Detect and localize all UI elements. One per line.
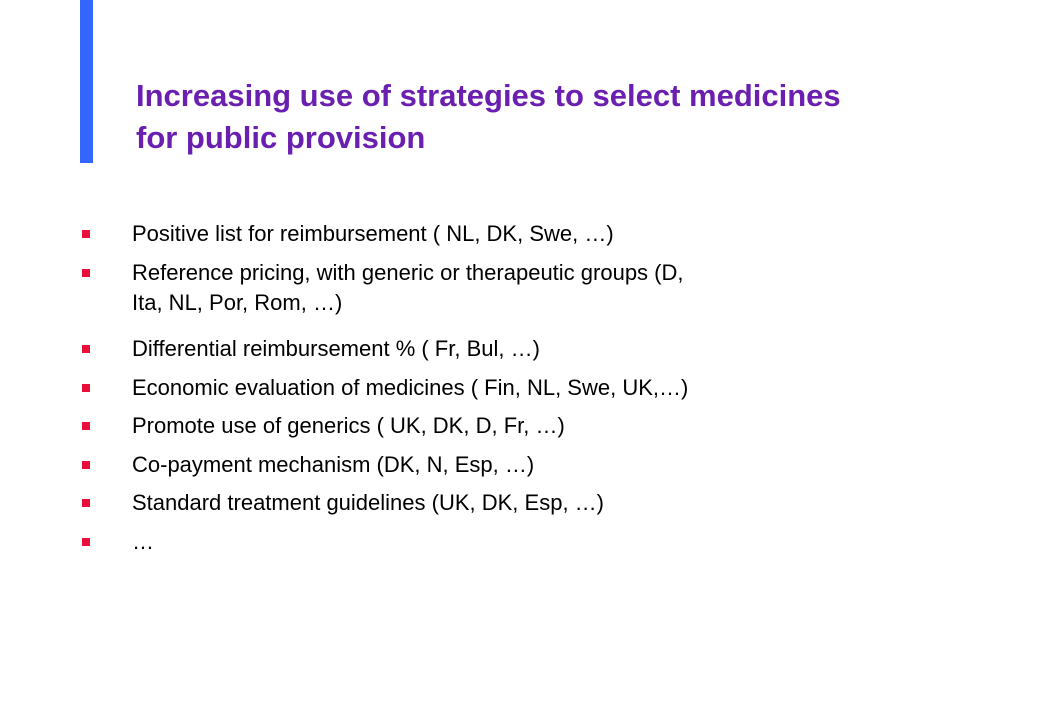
bullet-text: Differential reimbursement % ( Fr, Bul, …) (132, 336, 540, 361)
bullet-item (132, 373, 688, 403)
square-bullet-icon (82, 230, 90, 238)
bullet-item (132, 219, 614, 249)
bullet-item (132, 334, 540, 364)
bullet-text: Reference pricing, with generic or therapeutic groups (D, (132, 260, 684, 285)
square-bullet-icon (82, 499, 90, 507)
bullet-item (132, 450, 534, 480)
bullet-item (132, 411, 565, 441)
bullet-text: Promote use of generics ( UK, DK, D, Fr, …) (132, 413, 565, 438)
bullet-text: Co-payment mechanism (DK, N, Esp, …) (132, 452, 535, 477)
bullet-text: Ita, NL, Por, Rom, …) (132, 290, 343, 315)
square-bullet-icon (82, 538, 90, 546)
slide-title-line: for public provision (136, 120, 426, 155)
slide-title-line: Increasing use of strategies to select medicines (136, 78, 841, 113)
bullet-item (132, 258, 684, 318)
square-bullet-icon (82, 269, 90, 277)
bullet-text: Economic evaluation of medicines ( Fin, NL, Swe, UK,…) (132, 375, 689, 400)
bullet-text: Standard treatment guidelines (UK, DK, Esp, …) (132, 490, 604, 515)
bullet-text: Positive list for reimbursement ( NL, DK, Swe, …) (132, 221, 614, 246)
square-bullet-icon (82, 345, 90, 353)
bullet-text: … (132, 529, 154, 554)
square-bullet-icon (82, 384, 90, 392)
square-bullet-icon (82, 422, 90, 430)
square-bullet-icon (82, 461, 90, 469)
bullet-item (132, 527, 154, 557)
bullet-item (132, 488, 604, 518)
